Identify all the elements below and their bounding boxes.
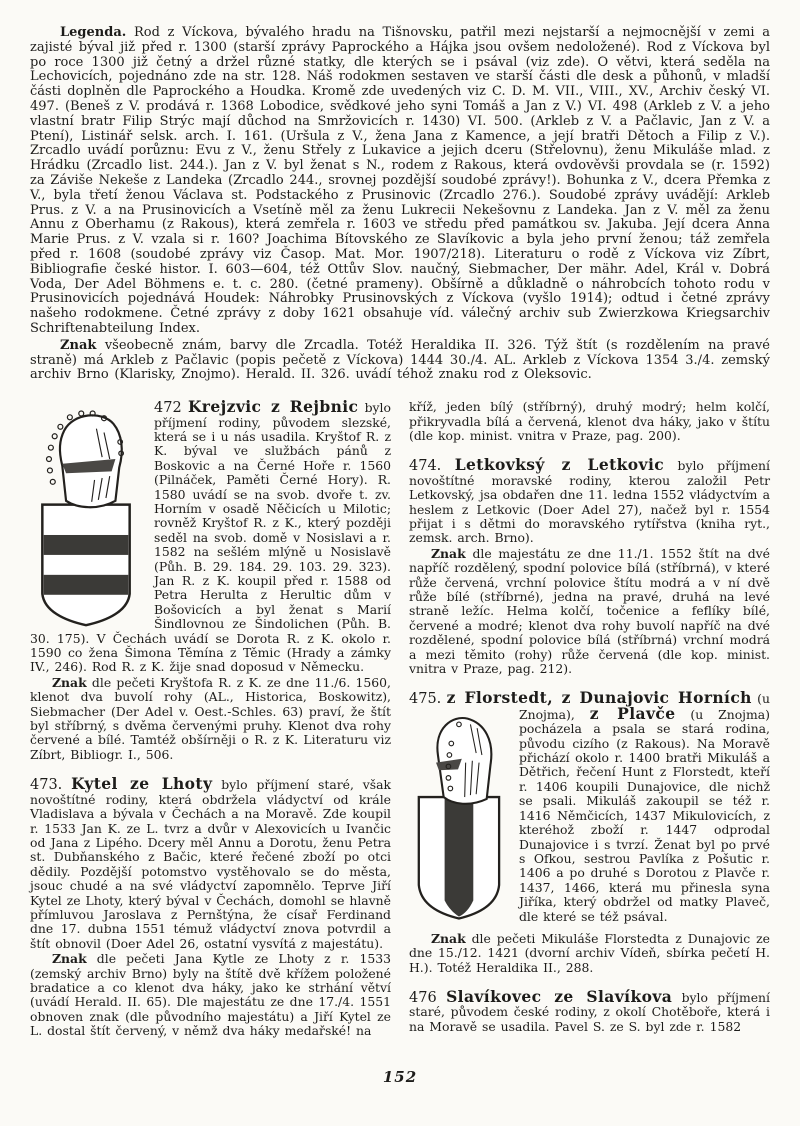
entry-title: z Florstedt, z Dunajovic Horních: [446, 688, 752, 708]
znak-text: dle pečeti Mikuláše Florstedta z Dunajovic ze dne 15./12. 1421 (dvorní archiv Vídeň, sbírka pečetí H. H.). Totéž Heraldika II., 288.: [409, 930, 770, 975]
legenda-text: Rod z Víckova, bývalého hradu na Tišnovsku, patřil mezi nejstarší a nejmocnější v zemi a zajisté býval již před r. 1300 (starší zprávy Paprockého a Hájka jsou ovšem nedoložené). Rod z Víckova byl po roce 1300 již četný a držel různé statky, dle kterých se i psával (viz zde). O větvi, která seděla na Lechovicích, pojednáno zde na str. 128. Náš rodokmen sestaven ve starší části dle desk a půhonů, v mladší části doplněn dle Paprockého a Houdka. Kromě zde uvedených viz C. D. M. VII., VIII., XV., Archiv český VI. 497. (Beneš z V. prodává r. 1368 Lobodice, svědkové jeho syni Tomáš a Jan z V.) VI. 498 (Arkleb z V. a jeho vlastní bratr Filip Strýc mají důchod na Smržovicích r. 1430) VI. 500. (Arkleb z V. a Pačlavic, Jan z V. a Ptení), Listinář selsk. arch. I. 161. (Uršula z V., žena Jana z Kamence, a její bratři Dětoch a Filip z V.). Zrcadlo uvádí porůznu: Evu z V., ženu Střely z Lukavice a jejich dceru (Střelovnu), ženu Mikuláše mlad. z Hrádku (Zrcadlo list. 244.). Jan z V. byl ženat s N., rodem z Rakous, která ovdověvši provdala se (r. 1592) za Záviše Nekeše z Landeka (Zrcadlo 244., srovnej pozdější soudobé zprávy!). Bohunka z V., dcera Přemka z V., byla třetí ženou Václava st. Podstackého z Prusinovic (Zrcadlo 276.). Soudobé zprávy uvádějí: Arkleb Prus. z V. a na Prusinovicích a Vsetíně měl za ženu Lukrecii Nekešovnu z Landeka. Jan z V. měl za ženu Annu z Oberhamu (z Rakous), která zemřela r. 1603 ve středu před památkou sv. Jakuba. Její dcera Anna Marie Prus. z V. vzala si r. 160? Joachima Bítovského ze Slavíkovic a byla jeho první ženou; táž zemřela před r. 1608 (soudobé zprávy viz Časop. Mat. Mor. 1907/218). Literaturu o rodě z Víckova viz Zíbrt, Bibliografie české histor. I. 603—604, též Ottův Slov. naučný, Siebmacher, Der mähr. Adel, Král v. Dobrá Voda, Der Adel Böhmens e. t. c. 280. (četné prameny). Obšírně a důkladně o náhrobcích tohoto rodu v Prusinovicích pojednává Houdek: Náhrobky Prusinovských z Víckova (vyšlo 1914); odtud i četné zprávy našeho rodokmene. Četné zprávy z doby 1621 obsahuje víd. válečný archiv sub Zwierzkowa Kriegsarchiv Schriftenabteilung Index.: [30, 25, 770, 336]
legenda-znak-paragraph: [30, 339, 770, 383]
page-number: 152: [382, 1068, 418, 1086]
entry-title-note: (u Znojma),: [519, 691, 770, 722]
znak-lead: Znak: [431, 545, 466, 561]
entry-title: Letkovksý z Letkovic: [454, 455, 665, 475]
coat-of-arms-472-illustration: [30, 404, 142, 628]
entry-number: 472: [154, 400, 182, 417]
entry-475-paragraph: [409, 688, 770, 924]
znak-text: dle pečeti Jana Kytle ze Lhoty z r. 1533 (zemský archiv Brno) byly na štítě dvě křížem položené bradatice a co klenot dva háky, jako ke strhání větví (uvádí Herald. II. 65). Dle majestátu ze dne 17./4. 1551 obnoven znak (dle původního majestátu) a Jiří Kytel ze L. dostal štít červený, v němž dva háky medařské! na: [30, 951, 391, 1039]
right-column: [409, 400, 770, 1038]
entry-476-paragraph: [409, 987, 770, 1034]
entry-body: pocházela a psala se stará rodina, původu cizího (z Rakous). Na Moravě přichází okolo r. 1400 bratři Mikuláš a Dětřich, řečení Hunt z Florstedt, kteří r. 1406 koupili Dunajovice, dle nichž se psali. Mikuláš zakoupil se též r. 1416 Němčicích, 1437 Mikulovicích, z kteréhož zboží r. 1447 odprodal Dunajovice i s tvrzí. Ženat byl po prvé s Ofkou, sestrou Pavlíka z Pošutic r. 1406 a po druhé s Dorotou z Plavče r. 1437, 1466, která mu přinesla syna Jiříka, který obdržel od matky Plaveč, dle které se též psával.: [519, 721, 770, 924]
entry-title: Kytel ze Lhoty: [71, 774, 213, 794]
entry-474: [409, 455, 770, 677]
entry-body: bylo příjmení novoštítné moravské rodiny, kterou založil Petr Letkovský, jsa obdařen dne 11. ledna 1552 vládyctvím a heslem z Letkovic (Doer Adel 27), načež byl r. 1554 přijat i s dětmi do moravského rytířstva (kniha ryt., zemsk. arch. Brno).: [409, 458, 770, 546]
entry-title: Krejzvic z Rejbnic: [187, 397, 359, 417]
column-continuation-paragraph: kříž, jeden bílý (stříbrný), druhý modrý; helm kolčí, přikryvadla bílá a červená, klenot dva háky, jako v štítu (dle kop. minist. vnitra v Praze, pag. 200).: [409, 399, 770, 443]
entry-number: 475.: [409, 691, 442, 708]
entry-476: [409, 987, 770, 1034]
entry-472-znak-paragraph: [30, 676, 391, 762]
entry-473-znak-paragraph: [30, 952, 391, 1038]
znak-text: dle majestátu ze dne 11./1. 1552 štít na dvé napříč rozdělený, spodní polovice bílá (stříbrná), v které růže červená, vrchní polovice štítu modrá a v ní dvě růže bílé (stříbrné), jedna na pravé, druhá na levé straně ležíc. Helma kolčí, točenice a feflíky bílé, červené a modré; klenot dva rohy buvolí napříč na dvé rozdělené, spodní polovice bílá (stříbrná) vrchní modrá a mezi těmito (rohy) růže červená (dle kop. minist. vnitra v Praze, pag. 212).: [409, 545, 770, 677]
znak-lead: Znak: [52, 951, 87, 967]
znak-lead: Znak: [60, 337, 97, 353]
znak-lead: Znak: [52, 674, 87, 690]
two-column-section: [30, 397, 770, 1039]
coat-of-arms-475-illustration: [409, 711, 507, 929]
entry-472-paragraph: [30, 397, 391, 675]
entry-473: [30, 774, 391, 1039]
entry-474-paragraph: [409, 455, 770, 546]
entry-473-paragraph: [30, 774, 391, 951]
entry-475-znak-paragraph: [409, 932, 770, 975]
entry-475: [409, 688, 770, 975]
znak-text: všeobecně znám, barvy dle Zrcadla. Totéž Heraldika II. 326. Týž štít (s rozdělením na pravé straně) má Arkleb z Pačlavic (popis pečetě z Víckova) 1444 30./4. AL. Arkleb z Víckova 1354 3./4. zemský archiv Brno (Klarisky, Znojmo). Herald. II. 326. uvádí téhož znaku rod z Oleksovic.: [30, 337, 770, 383]
legenda-lead: Legenda.: [60, 25, 127, 40]
legenda-paragraph: [30, 26, 770, 337]
entry-body: bylo příjmení staré, však novoštítné rodiny, která obdržela vládyctví od krále Vladislava a bývala v Čechách a na Moravě. Zde koupil r. 1533 Jan K. ze L. tvrz a dvůr v Alexovicích u Ivančic od Jana z Lipého. Dcery měl Annu a Dorotu, ženu Petra st. Dubňanského z Bačic, které řečené zboží po otci dědily. Pozdější potomstvo vystěhovalo se do města, jsouc chudé a na své vládyctví zapomnělo. Teprve Jiří Kytel ze Lhoty, který býval v Čechách, domohl se hlavně přímluvou Jaroslava z Pernštýna, že císař Ferdinand dne 17. dubna 1551 témuž vládyctví znova potvrdil a štít obnovil (Doer Adel 26, ostatní vysvítá z majestátu).: [30, 777, 391, 951]
entry-title-note-2: (u Znojma): [690, 706, 770, 722]
entry-body: bylo příjmení rodiny, původem slezské, která se i u nás usadila. Kryštof R. z K. býval ve službách pánů z Boskovic a na Černé Hoře r. 1560 (Pilnáček, Paměti Černé Hory). R. 1580 uvádí se na svob. dvoře t. zv. Horním v osadě Něčicích u Milotic; rovněž Kryštof R. z K., který později seděl na svob. domě v Nosislavi a r. 1582 na sešlém mlýně u Nosislavě (Půh. B. 29. 184. 29. 103. 29. 323). Jan R. z K. koupil před r. 1588 od Petra Herulta z Herultic dům v Bošovicích a byl ženat s Marií Šindlovnou ze Šindolichen (Půh. B. 30. 175). V Čechách uvádí se Dorota R. z K. okolo r. 1590 co žena Šimona Těmína z Těmic (Hrady a zámky IV., 246). Rod R. z K. žije snad doposud v Německu.: [30, 400, 391, 675]
znak-lead: Znak: [431, 930, 466, 946]
entry-472: [30, 397, 391, 762]
znak-text: dle pečeti Kryštofa R. z K. ze dne 11./6. 1560, klenot dva buvolí rohy (AL., Historica, Boskowitz), Siebmacher (Der Adel v. Oest.-Schles. 63) praví, že štít byl stříbrný, s dvěma červenými pruhy. Klenot dva rohy červené a bílé. Tamtéž obšírněji o R. z K. Literaturu viz Zíbrt, Bibliogr. I., 506.: [30, 674, 391, 762]
entry-title-2: z Plavče: [589, 703, 676, 723]
entry-number: 476: [409, 990, 437, 1007]
left-column: [30, 397, 391, 1039]
entry-number: 474.: [409, 458, 442, 475]
entry-474-znak-paragraph: [409, 547, 770, 677]
entry-title: Slavíkovec ze Slavíkova: [446, 987, 673, 1007]
entry-body: bylo příjmení staré, původem české rodiny, z okolí Chotěboře, která i na Moravě se usadila. Pavel S. ze S. byl zde r. 1582: [409, 990, 770, 1034]
entry-number: 473.: [30, 777, 63, 794]
